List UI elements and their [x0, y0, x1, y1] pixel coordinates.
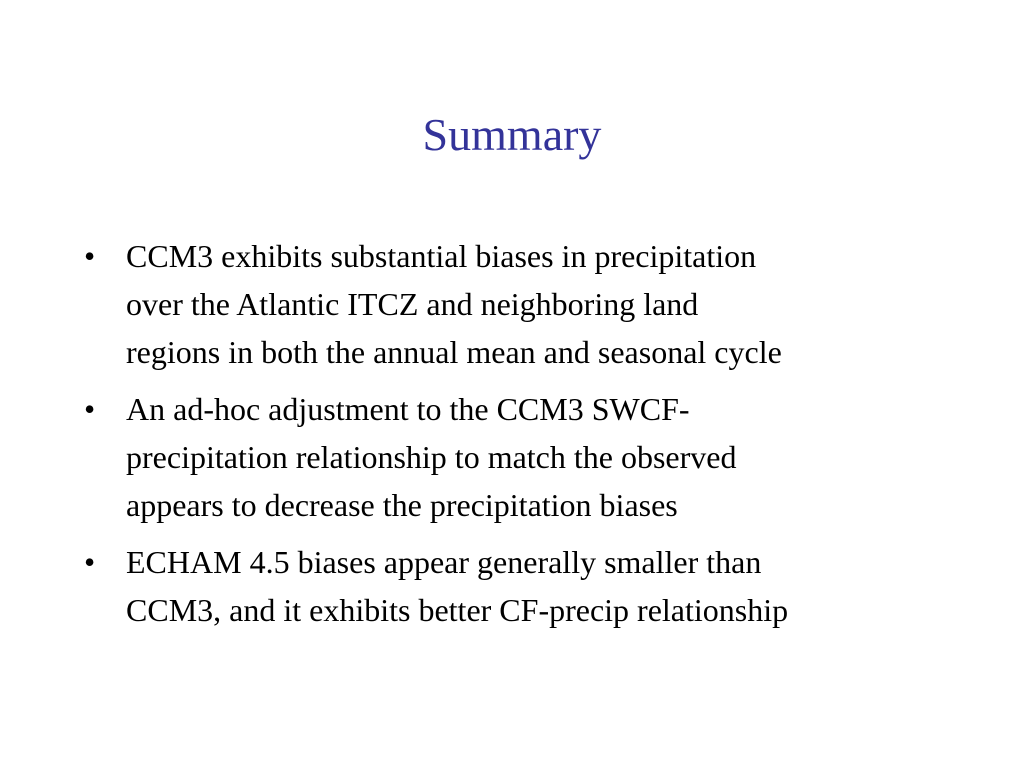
bullet-item — [84, 232, 984, 376]
bullet-text-line: over the Atlantic ITCZ and neighboring land — [126, 286, 699, 322]
bullet-text-line: CCM3, and it exhibits better CF-precip relationship — [126, 592, 789, 628]
bullet-item — [84, 385, 984, 529]
bullet-icon: • — [84, 238, 96, 274]
bullet-item — [84, 538, 984, 634]
bullet-list — [84, 232, 984, 643]
bullet-icon: • — [84, 391, 96, 427]
bullet-text-line: precipitation relationship to match the observed — [126, 439, 737, 475]
bullet-text-line: CCM3 exhibits substantial biases in precipitation — [126, 238, 757, 274]
slide-title: Summary — [422, 109, 602, 160]
bullet-text-line: regions in both the annual mean and seasonal cycle — [126, 334, 782, 370]
bullet-text-line: ECHAM 4.5 biases appear generally smaller than — [126, 544, 762, 580]
bullet-text-line: An ad-hoc adjustment to the CCM3 SWCF- — [126, 391, 690, 427]
bullet-text-line: appears to decrease the precipitation biases — [126, 487, 678, 523]
bullet-icon: • — [84, 544, 96, 580]
